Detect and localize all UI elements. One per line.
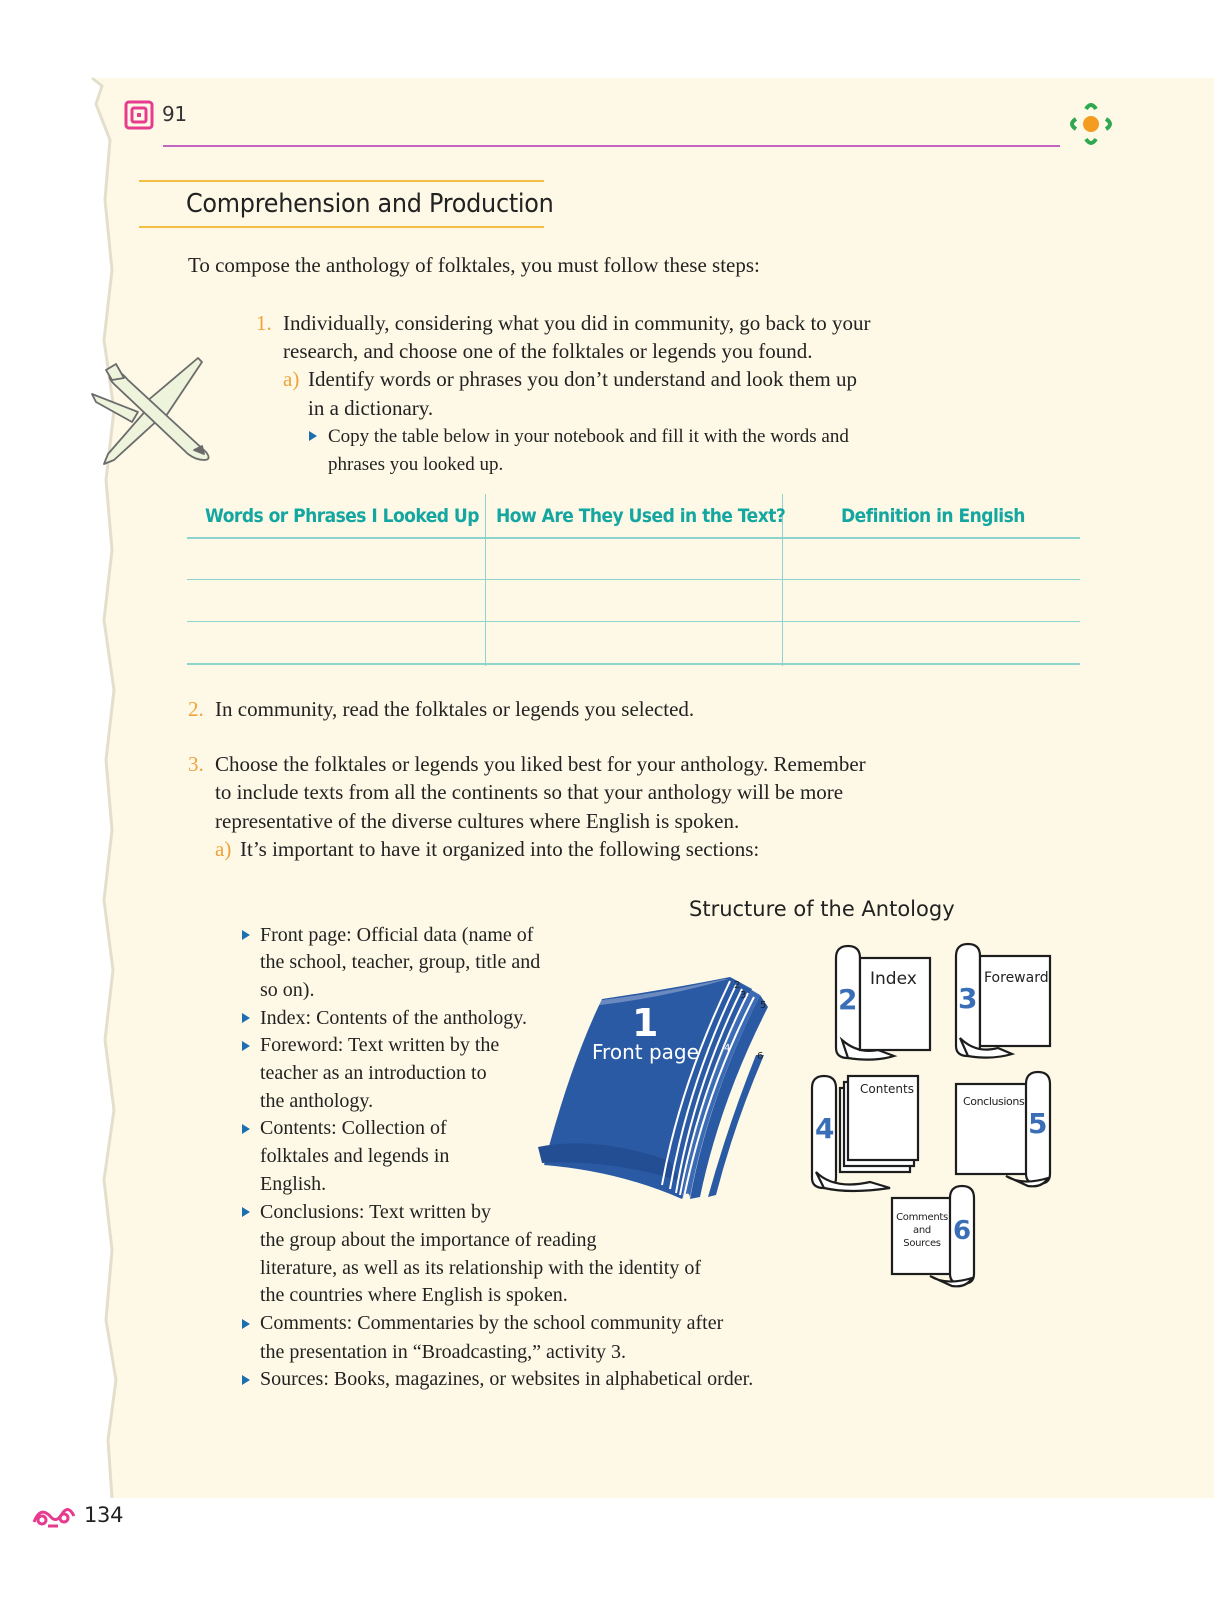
list-item-foreword-1: Foreword: Text written by the — [260, 1034, 500, 1056]
table-header-usage: How Are They Used in the Text? — [496, 505, 786, 527]
bullet-icon — [242, 1013, 250, 1023]
book-page-number: 3 — [740, 990, 747, 1001]
table-row — [187, 579, 1080, 580]
intro-text: To compose the anthology of folktales, you must follow these steps: — [188, 253, 760, 277]
step-3-line-3: representative of the diverse cultures where English is spoken. — [215, 809, 740, 833]
scroll-label-index: Index — [870, 969, 917, 989]
scroll-number-4: 4 — [815, 1112, 835, 1145]
list-item-conclusions-4: the countries where English is spoken. — [260, 1284, 568, 1306]
step-1a-label: a) — [283, 367, 300, 391]
step-1a-line-2: in a dictionary. — [308, 396, 434, 420]
list-item-comments-2: the presentation in “Broadcasting,” activity 3. — [260, 1341, 626, 1363]
title-rule-top — [139, 180, 544, 182]
step-1-bullet-icon — [309, 430, 326, 448]
step-1-bullet-line-2: phrases you looked up. — [328, 454, 504, 475]
bullet-icon — [242, 1207, 250, 1217]
book-page-number: 4 — [724, 1043, 731, 1054]
flower-ornament-icon — [1066, 99, 1116, 149]
step-2-number: 2. — [188, 697, 204, 721]
bullet-icon — [242, 930, 250, 940]
table-header-definition: Definition in English — [841, 505, 1025, 527]
table-row — [187, 621, 1080, 622]
book-label: Front page — [592, 1040, 699, 1064]
unit-spiral-icon — [124, 100, 154, 130]
list-item-contents-3: English. — [260, 1173, 327, 1195]
step-1-line-1: Individually, considering what you did in community, go back to your — [283, 311, 871, 335]
list-item-foreword-2: teacher as an introduction to — [260, 1062, 487, 1084]
step-1a-line-1: Identify words or phrases you don’t understand and look them up — [308, 367, 858, 391]
list-item-comments-1: Comments: Commentaries by the school community after — [260, 1312, 724, 1334]
scroll-label-comments-sources: Comments and Sources — [896, 1212, 948, 1249]
book-page-number: 6 — [757, 1051, 764, 1062]
list-item-contents-2: folktales and legends in — [260, 1145, 450, 1167]
footer-ornament-icon — [30, 1502, 76, 1530]
book-page-number: 2 — [734, 980, 741, 991]
step-3-line-2: to include texts from all the continents so that your anthology will be more — [215, 780, 844, 804]
bullet-icon — [242, 1041, 250, 1051]
airplane-illustration — [88, 350, 218, 470]
section-title: Comprehension and Production — [186, 189, 554, 219]
list-item-front-page-1: Front page: Official data (name of — [260, 924, 534, 946]
scroll-label-foreward: Foreward — [984, 970, 1049, 986]
scroll-number-3: 3 — [958, 982, 978, 1015]
step-3-number: 3. — [188, 752, 204, 776]
book-page-number: 5 — [760, 1000, 767, 1011]
table-header-words: Words or Phrases I Looked Up — [205, 505, 479, 527]
list-item-front-page-2: the school, teacher, group, title and — [260, 951, 541, 973]
list-item-sources: Sources: Books, magazines, or websites in alphabetical order. — [260, 1368, 754, 1390]
diagram-title: Structure of the Antology — [689, 897, 955, 921]
header-rule — [163, 145, 1060, 147]
step-3-line-1: Choose the folktales or legends you liked best for your anthology. Remember — [215, 752, 866, 776]
title-rule-bottom — [139, 226, 544, 228]
list-item-front-page-3: so on). — [260, 979, 315, 1001]
step-2-text: In community, read the folktales or legends you selected. — [215, 697, 695, 721]
unit-number: 91 — [162, 102, 187, 126]
list-item-conclusions-1: Conclusions: Text written by — [260, 1201, 491, 1223]
book-number: 1 — [632, 1001, 659, 1045]
table-row — [187, 663, 1080, 665]
list-item-foreword-3: the anthology. — [260, 1090, 374, 1112]
step-1-number: 1. — [256, 311, 272, 335]
step-1-line-2: research, and choose one of the folktales or legends you found. — [283, 339, 813, 363]
scroll-label-contents: Contents — [860, 1082, 914, 1096]
list-item-contents-1: Contents: Collection of — [260, 1117, 447, 1139]
scroll-number-5: 5 — [1028, 1107, 1048, 1140]
table-header-rule — [187, 537, 1080, 539]
bullet-icon — [242, 1319, 250, 1329]
bullet-icon — [242, 1124, 250, 1134]
step-3a-label: a) — [215, 837, 232, 861]
scroll-number-2: 2 — [838, 983, 858, 1016]
step-1-bullet-line-1: Copy the table below in your notebook and fill it with the words and — [328, 426, 849, 447]
list-item-conclusions-2: the group about the importance of reading — [260, 1229, 597, 1251]
page-number: 134 — [84, 1503, 124, 1527]
scroll-label-conclusions: Conclusions — [963, 1095, 1025, 1108]
torn-paper-edge — [0, 0, 140, 1600]
list-item-index: Index: Contents of the anthology. — [260, 1007, 527, 1029]
bullet-icon — [242, 1375, 250, 1385]
list-item-conclusions-3: literature, as well as its relationship with the identity of — [260, 1257, 702, 1279]
step-3a-text: It’s important to have it organized into the following sections: — [240, 837, 760, 861]
scroll-number-6: 6 — [953, 1216, 972, 1246]
